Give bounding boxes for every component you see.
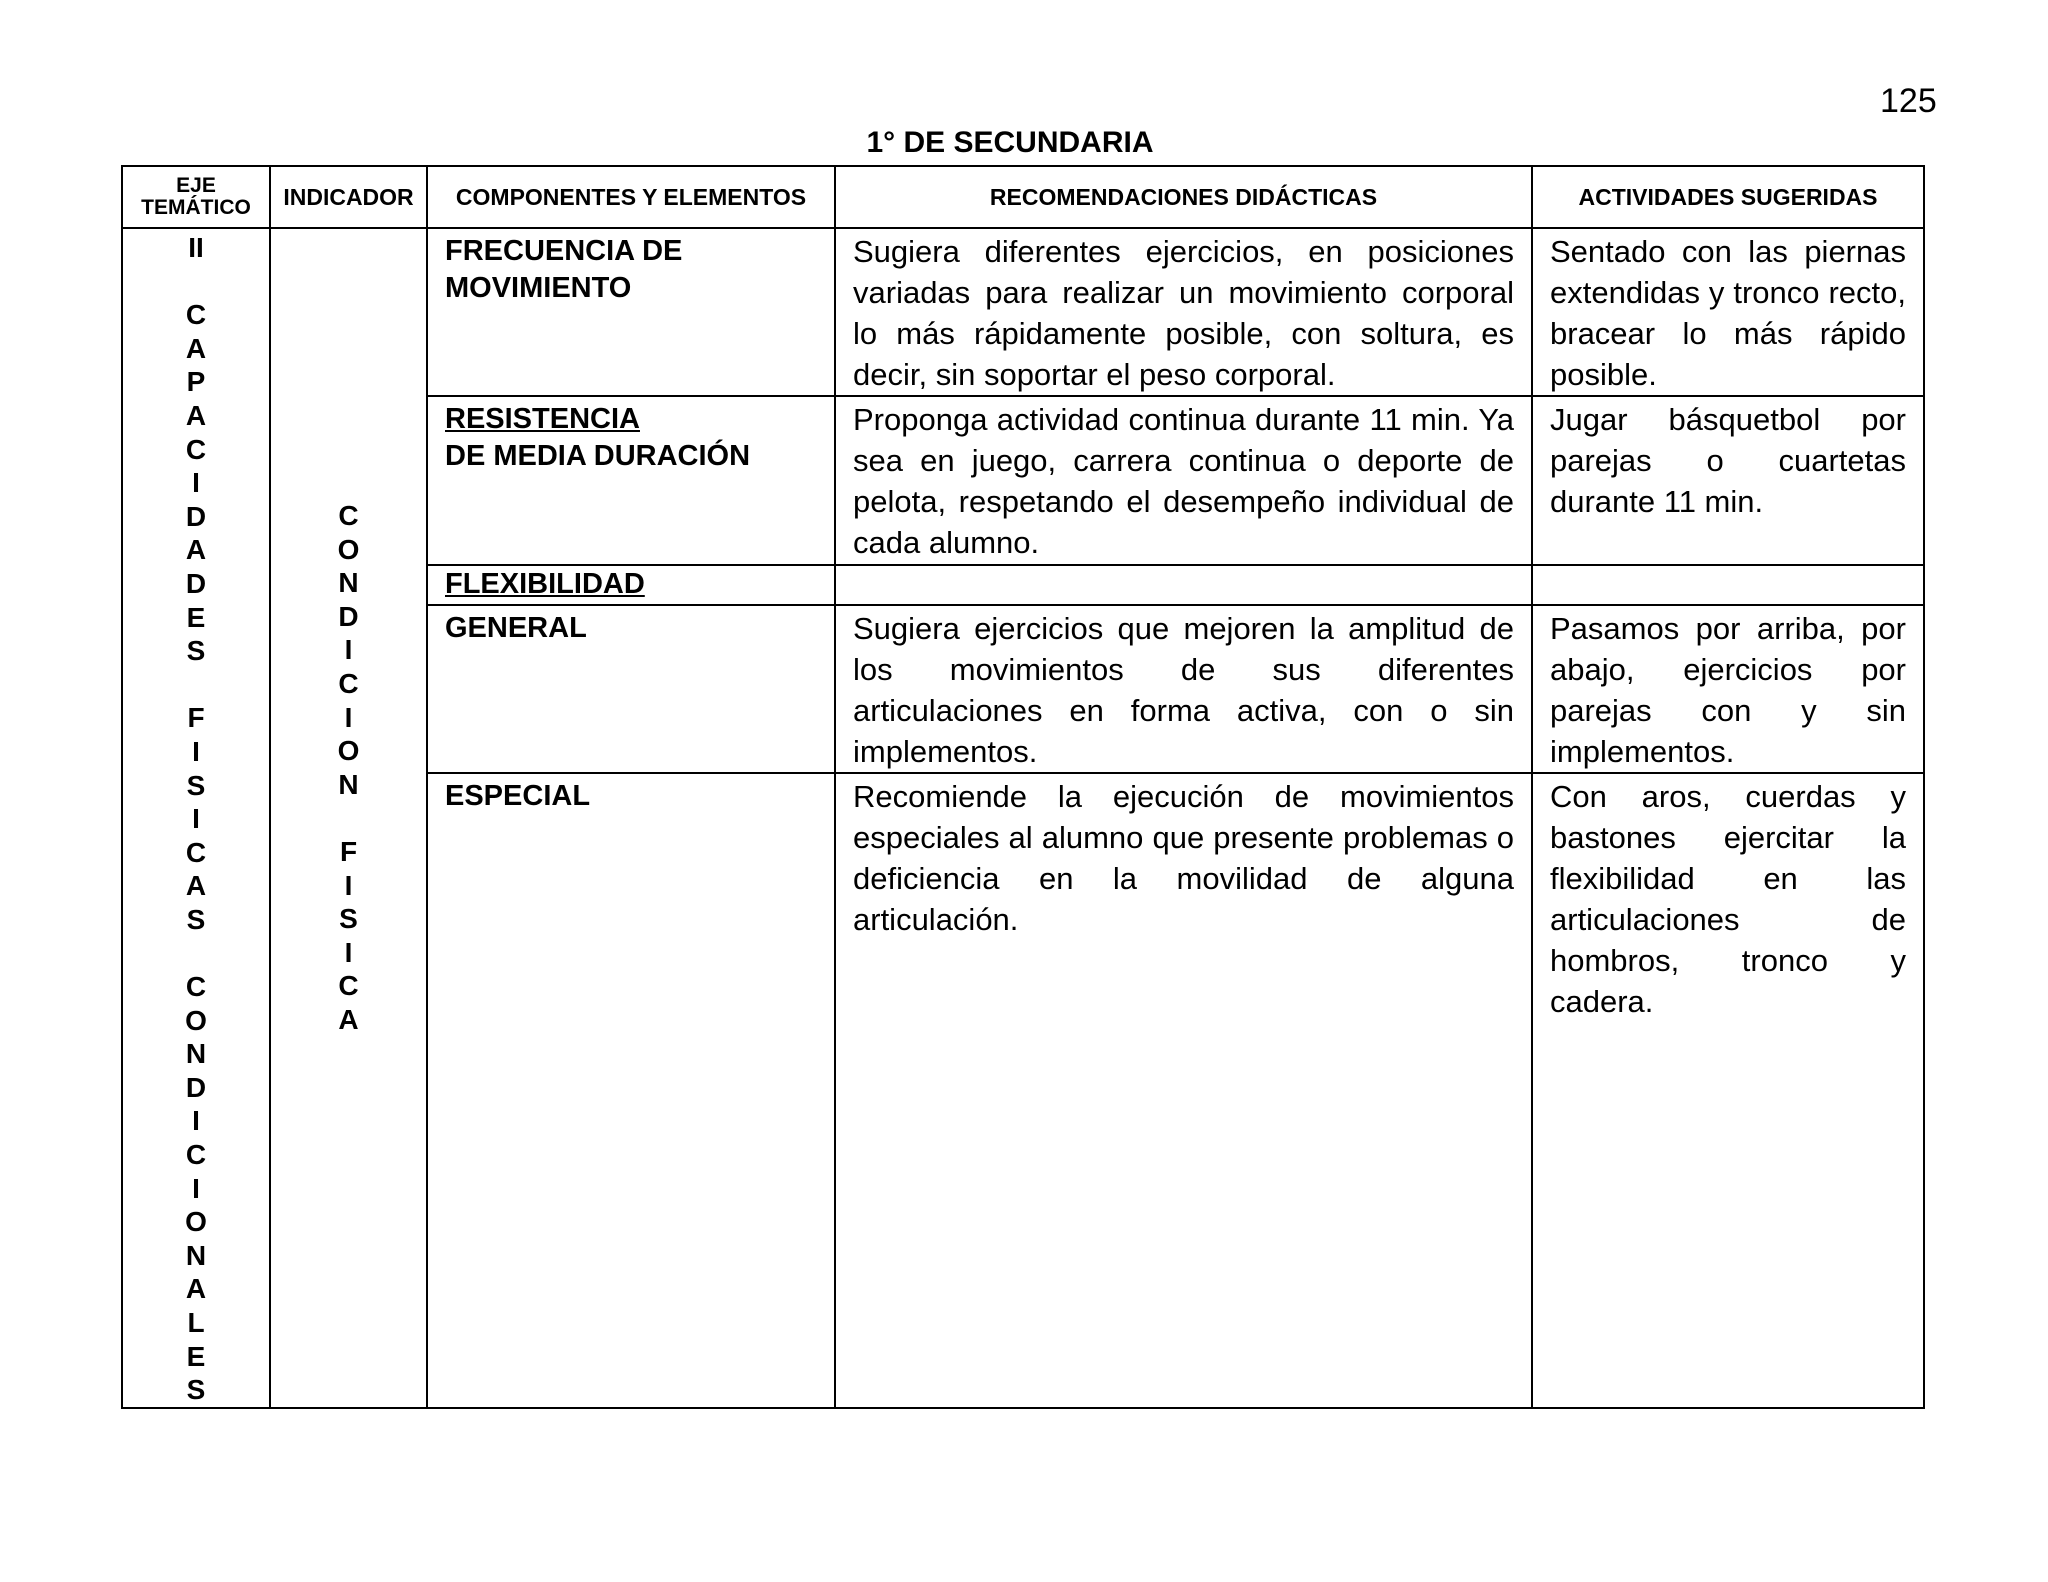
vertical-letter: O (185, 1206, 207, 1238)
vertical-letter: O (185, 1004, 207, 1036)
componente-cell (427, 605, 835, 773)
componente-cell (427, 565, 835, 605)
recomendacion-cell: Sugiera ejercicios que mejoren la amplitud de los movimientos de sus diferentes articulaciones en forma activa, con o sin implementos. (835, 605, 1532, 773)
vertical-letter: D (185, 500, 207, 532)
vertical-letter: S (186, 1374, 206, 1406)
vertical-letter: A (185, 1273, 207, 1305)
vertical-letter: P (186, 366, 206, 398)
vertical-letter: C (185, 299, 207, 331)
componente-cell (427, 228, 835, 396)
vertical-letter: A (338, 1003, 359, 1035)
componente-label: RESISTENCIA (445, 403, 640, 436)
vertical-letter: N (338, 768, 359, 800)
eje-tematico-cell (122, 228, 270, 1408)
header-componentes: COMPONENTES Y ELEMENTOS (427, 166, 835, 228)
indicador-vertical-text (271, 229, 426, 1037)
header-recomendaciones: RECOMENDACIONES DIDÁCTICAS (835, 166, 1532, 228)
recomendacion-cell: Proponga actividad continua durante 11 min. Ya sea en juego, carrera continua o deporte de pelota, respetando el desempeño individual de cada alumno. (835, 396, 1532, 564)
componente-cell (427, 773, 835, 1408)
componente-label: MOVIMIENTO (445, 272, 632, 304)
vertical-letter: C (185, 433, 207, 465)
vertical-letter: A (185, 534, 207, 566)
vertical-letter: I (192, 467, 200, 499)
vertical-letter: C (185, 1139, 207, 1171)
vertical-letter: S (339, 903, 358, 935)
vertical-letter: E (186, 601, 206, 633)
vertical-letter: A (185, 870, 207, 902)
indicador-cell (270, 228, 427, 1408)
vertical-letter: O (337, 735, 360, 767)
componente-label: DE MEDIA DURACIÓN (445, 440, 751, 473)
vertical-letter: I (344, 869, 353, 901)
vertical-letter: N (338, 567, 359, 599)
vertical-letter: I (192, 735, 200, 767)
vertical-letter: I (192, 803, 200, 835)
vertical-letter: S (186, 769, 206, 801)
vertical-letter: I (192, 1105, 200, 1137)
vertical-letter (192, 265, 200, 299)
eje-vertical-text (123, 229, 269, 1407)
vertical-letter: S (186, 903, 206, 935)
vertical-letter: O (337, 533, 360, 565)
vertical-letter: L (187, 1307, 205, 1338)
table-row (122, 228, 1924, 396)
vertical-letter: C (185, 836, 207, 868)
vertical-letter: C (338, 970, 359, 1002)
vertical-letter: I (344, 936, 353, 968)
actividad-cell: Pasamos por arriba, por abajo, ejercicios por parejas con y sin implementos. (1532, 605, 1924, 773)
vertical-letter: II (188, 232, 204, 263)
recomendacion-cell (835, 565, 1532, 605)
vertical-letter: F (187, 702, 205, 734)
vertical-letter: C (338, 667, 359, 699)
componente-label: GENERAL (445, 611, 587, 644)
vertical-letter: D (185, 567, 207, 599)
vertical-letter: E (186, 1340, 206, 1372)
componente-label: FRECUENCIA DE (445, 235, 683, 267)
header-eje-tematico: EJE TEMÁTICO (122, 166, 270, 228)
recomendacion-cell: Sugiera diferentes ejercicios, en posiciones variadas para realizar un movimiento corporal lo más rápidamente posible, con soltura, es decir, sin soportar el peso corporal. (835, 228, 1532, 396)
vertical-letter: C (185, 971, 207, 1003)
componente-cell (427, 396, 835, 564)
actividad-cell: Jugar básquetbol por parejas o cuartetas durante 11 min. (1532, 396, 1924, 564)
header-row (122, 166, 1924, 228)
componente-label: ESPECIAL (445, 779, 591, 812)
curriculum-table (121, 165, 1925, 1409)
vertical-letter: A (185, 332, 207, 364)
vertical-letter (345, 801, 353, 835)
vertical-letter: I (192, 1172, 200, 1204)
vertical-letter: N (185, 1239, 207, 1271)
vertical-letter: S (186, 635, 206, 667)
vertical-letter (192, 936, 200, 970)
vertical-letter: I (344, 701, 353, 733)
componente-label: FLEXIBILIDAD (445, 567, 645, 600)
vertical-letter (192, 668, 200, 702)
actividad-cell (1532, 565, 1924, 605)
header-indicador: INDICADOR (270, 166, 427, 228)
vertical-letter: F (339, 835, 358, 867)
vertical-letter: D (338, 600, 359, 632)
page-title: 1° DE SECUNDARIA (866, 126, 1154, 159)
vertical-letter: N (185, 1038, 207, 1070)
recomendacion-cell: Recomiende la ejecución de movimientos especiales al alumno que presente problemas o deficiencia en la movilidad de alguna articulación. (835, 773, 1532, 1408)
page-number: 125 (1880, 82, 1937, 120)
header-actividades: ACTIVIDADES SUGERIDAS (1532, 166, 1924, 228)
vertical-letter: A (185, 399, 207, 431)
vertical-letter: I (344, 634, 353, 666)
vertical-letter: D (185, 1071, 207, 1103)
actividad-cell: Sentado con las piernas extendidas y tronco recto, bracear lo más rápido posible. (1532, 228, 1924, 396)
actividad-cell: Con aros, cuerdas y bastones ejercitar la flexibilidad en las articulaciones de hombros, tronco y cadera. (1532, 773, 1924, 1408)
vertical-letter: C (338, 500, 359, 531)
